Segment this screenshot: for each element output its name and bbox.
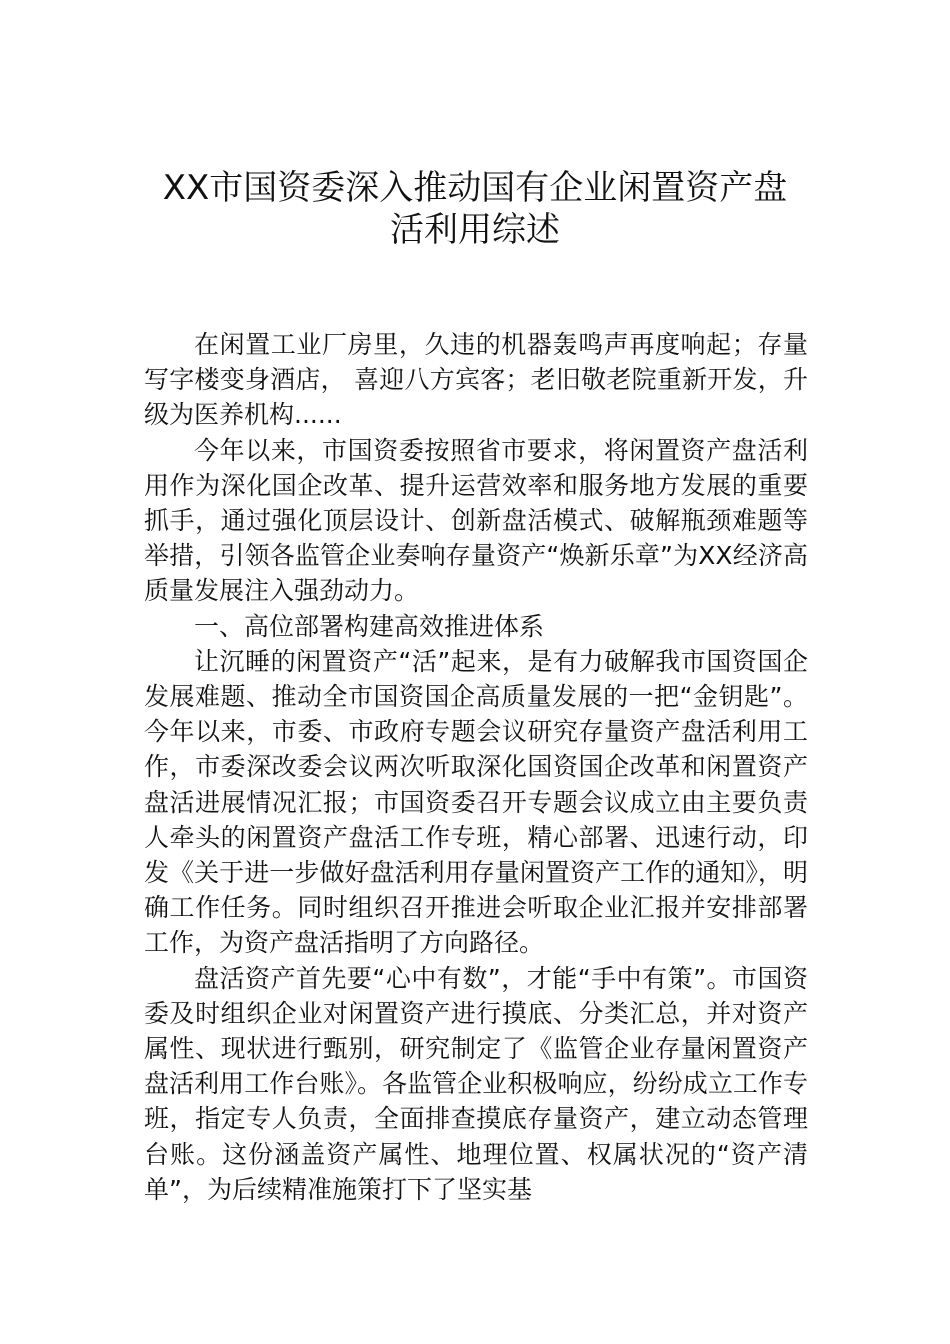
paragraph-section-1-a: 让沉睡的闲置资产“活”起来，是有力破解我市国资国企发展难题、推动全市国资国企高质量发展的一把“金钥匙”。今年以来，市委、市政府专题会议研究存量资产盘活利用工作，市委深改委会议两次听取深化国资国企改革和闲置资产盘活进展情况汇报；市国资委召开专题会议成立由主要负责人牵头的闲置资产盘活工作专班，精心部署、迅速行动，印发《关于进一步做好盘活利用存量闲置资产工作的通知》，明确工作任务。同时组织召开推进会听取企业汇报并安排部署工作，为资产盘活指明了方向路径。 bbox=[144, 646, 808, 958]
section-heading-1: 一、高位部署构建高效推进体系 bbox=[194, 611, 545, 641]
paragraph-overview: 今年以来，市国资委按照省市要求，将闲置资产盘活利用作为深化国企改革、提升运营效率和服务地方发展的重要抓手，通过强化顶层设计、创新盘活模式、破解瓶颈难题等举措，引领各监管企业奏响存量资产“焕新乐章”为XX经济高质量发展注入强劲动力。 bbox=[144, 435, 808, 606]
document-title-line-1: XX市国资委深入推动国有企业闲置资产盘 bbox=[162, 168, 788, 208]
paragraph-section-1-b: 盘活资产首先要“心中有数”，才能“手中有策”。市国资委及时组织企业对闲置资产进行摸底、分类汇总，并对资产属性、现状进行甄别，研究制定了《监管企业存量闲置资产盘活利用工作台账》。各监管企业积极响应，纷纷成立工作专班，指定专人负责，全面排查摸底存量资产，建立动态管理台账。这份涵盖资产属性、地理位置、权属状况的“资产清单”，为后续精准施策打下了坚实基 bbox=[144, 963, 808, 1204]
document-title-line-2: 活利用综述 bbox=[390, 210, 560, 250]
document-body bbox=[144, 327, 808, 1207]
paragraph-intro: 在闲置工业厂房里，久违的机器轰鸣声再度响起；存量写字楼变身酒店， 喜迎八方宾客；老旧敬老院重新开发，升级为医养机构...... bbox=[144, 330, 808, 430]
